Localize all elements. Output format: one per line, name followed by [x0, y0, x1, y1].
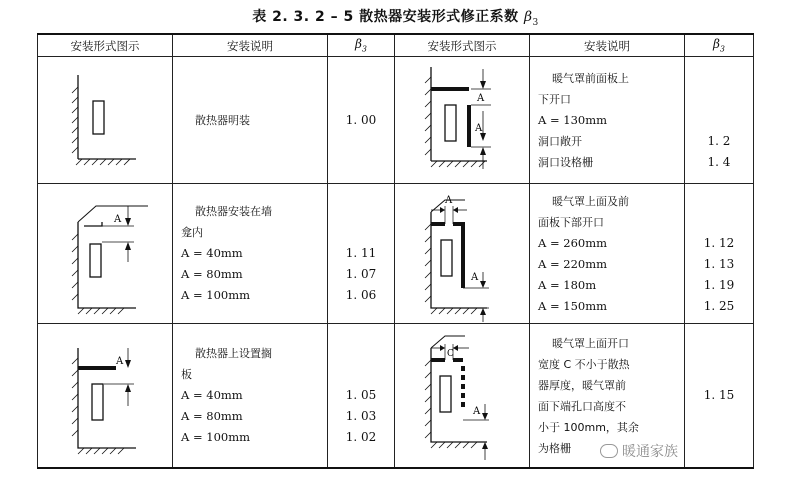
desc-line: 洞口设格栅: [538, 155, 593, 169]
beta-value: 1. 05: [345, 388, 377, 402]
dim-a-label: A: [114, 214, 122, 225]
diagram-open-install: [38, 57, 173, 184]
beta-value: [328, 201, 394, 222]
desc-line: 宽度 C 不小于散热: [538, 357, 630, 371]
desc-line: A = 100mm: [181, 430, 251, 444]
beta-value: [685, 68, 753, 89]
diagram-top-opening-grille-svg: [395, 324, 530, 467]
dim-a-label-2: A: [471, 272, 479, 283]
beta-value: 1. 2: [707, 133, 731, 148]
diagram-front-panel-openings: [395, 57, 530, 184]
diagram-wall-niche-svg: [38, 184, 173, 323]
desc-top-and-bottom-openings: [530, 184, 685, 324]
desc-line: A = 260mm: [538, 235, 608, 250]
beta-shelf-above: [328, 324, 395, 469]
desc-line: 小于 100mm，其余: [538, 420, 639, 434]
desc-line: 暖气罩上面开口: [552, 336, 629, 350]
diagram-shelf-above-svg: [38, 324, 173, 467]
diagram-open-install-svg: [38, 57, 173, 183]
desc-line: A = 180m: [538, 277, 597, 292]
header-fig-left: 安装形式图示: [38, 34, 173, 57]
desc-line: A = 220mm: [538, 256, 608, 271]
header-beta-left: $\beta_3$: [328, 34, 395, 57]
desc-line: 暖气罩上面及前: [552, 194, 629, 208]
desc-wall-niche: [173, 184, 328, 324]
dim-a-label: A: [477, 93, 485, 104]
watermark-text: 暖通家族: [622, 444, 678, 460]
dim-c-label: C: [447, 349, 454, 359]
beta-front-panel-openings: [685, 57, 754, 184]
desc-line: A = 100mm: [181, 288, 251, 302]
diagram-top-opening-grille: [395, 324, 530, 469]
header-beta-right: $\beta_3$: [685, 34, 754, 57]
wechat-icon: [600, 444, 618, 458]
diagram-front-panel-openings-svg: [395, 57, 530, 183]
diagram-shelf-above: [38, 324, 173, 469]
header-row: [38, 34, 754, 57]
dim-a-label: A: [473, 406, 481, 417]
beta-value: 1. 06: [345, 288, 377, 302]
desc-line: A = 40mm: [181, 388, 243, 402]
desc-line: 面板下部开口: [538, 215, 604, 229]
beta-value: [685, 89, 753, 110]
desc-line: A = 80mm: [181, 267, 243, 281]
beta-value: [328, 364, 394, 385]
diagram-top-and-bottom-openings-svg: [395, 184, 530, 323]
desc-shelf-above: [173, 324, 328, 469]
desc-line: 器厚度，暖气罩前: [538, 378, 626, 392]
dim-a-label: A: [116, 356, 124, 367]
header-fig-right: 安装形式图示: [395, 34, 530, 57]
desc-line: A = 40mm: [181, 246, 243, 260]
table-row: [38, 184, 754, 324]
beta-value: [685, 191, 753, 212]
desc-open-install: [173, 57, 328, 184]
correction-table: [37, 33, 754, 469]
beta-top-and-bottom-openings: [685, 184, 754, 324]
diagram-wall-niche: [38, 184, 173, 324]
beta-wall-niche: [328, 184, 395, 324]
beta-value: 1. 03: [345, 409, 377, 423]
desc-line: 龛内: [181, 226, 203, 239]
desc-line: 下开口: [538, 92, 571, 106]
desc-line: 散热器明装: [195, 113, 250, 127]
header-desc-left: 安装说明: [173, 34, 328, 57]
beta-value: 1. 11: [345, 246, 377, 260]
desc-line: 散热器上设置搁: [195, 347, 272, 360]
watermark: [600, 441, 678, 461]
title-text: 表 2. 3. 2 – 5 散热器安装形式修正系数: [252, 9, 524, 25]
beta-top-opening-grille: [685, 324, 754, 469]
desc-line: 板: [181, 368, 192, 381]
table-row: [38, 57, 754, 184]
beta-value: 1. 00: [345, 112, 377, 127]
desc-line: A = 150mm: [538, 298, 608, 313]
beta-value: 1. 19: [703, 277, 735, 292]
desc-front-panel-openings: [530, 57, 685, 184]
desc-line: 为格栅: [538, 441, 571, 455]
beta-open-install: [328, 57, 395, 184]
beta-value: [685, 110, 753, 131]
desc-line: 暖气罩前面板上: [552, 71, 629, 85]
diagram-top-and-bottom-openings: [395, 184, 530, 324]
title-symbol: $\beta_3$: [523, 9, 539, 28]
table-title: [0, 6, 791, 28]
beta-value: [328, 222, 394, 243]
dim-a-label-2: A: [475, 123, 483, 134]
beta-value: 1. 12: [703, 235, 735, 250]
desc-line: 散热器安装在墙: [195, 205, 272, 218]
desc-line: A = 130mm: [538, 112, 608, 127]
beta-value: 1. 02: [345, 430, 377, 444]
beta-value: 1. 25: [703, 298, 735, 313]
beta-value: 1. 13: [703, 256, 735, 271]
desc-line: 洞口敞开: [538, 134, 582, 148]
beta-value: [328, 343, 394, 364]
desc-line: A = 80mm: [181, 409, 243, 423]
beta-value: 1. 07: [345, 267, 377, 281]
header-desc-right: 安装说明: [530, 34, 685, 57]
dim-a-label: A: [445, 195, 453, 206]
beta-value: 1. 4: [707, 154, 731, 169]
desc-line: 面下端孔口高度不: [538, 399, 626, 413]
beta-value: 1. 15: [703, 388, 735, 402]
beta-value: [685, 212, 753, 233]
